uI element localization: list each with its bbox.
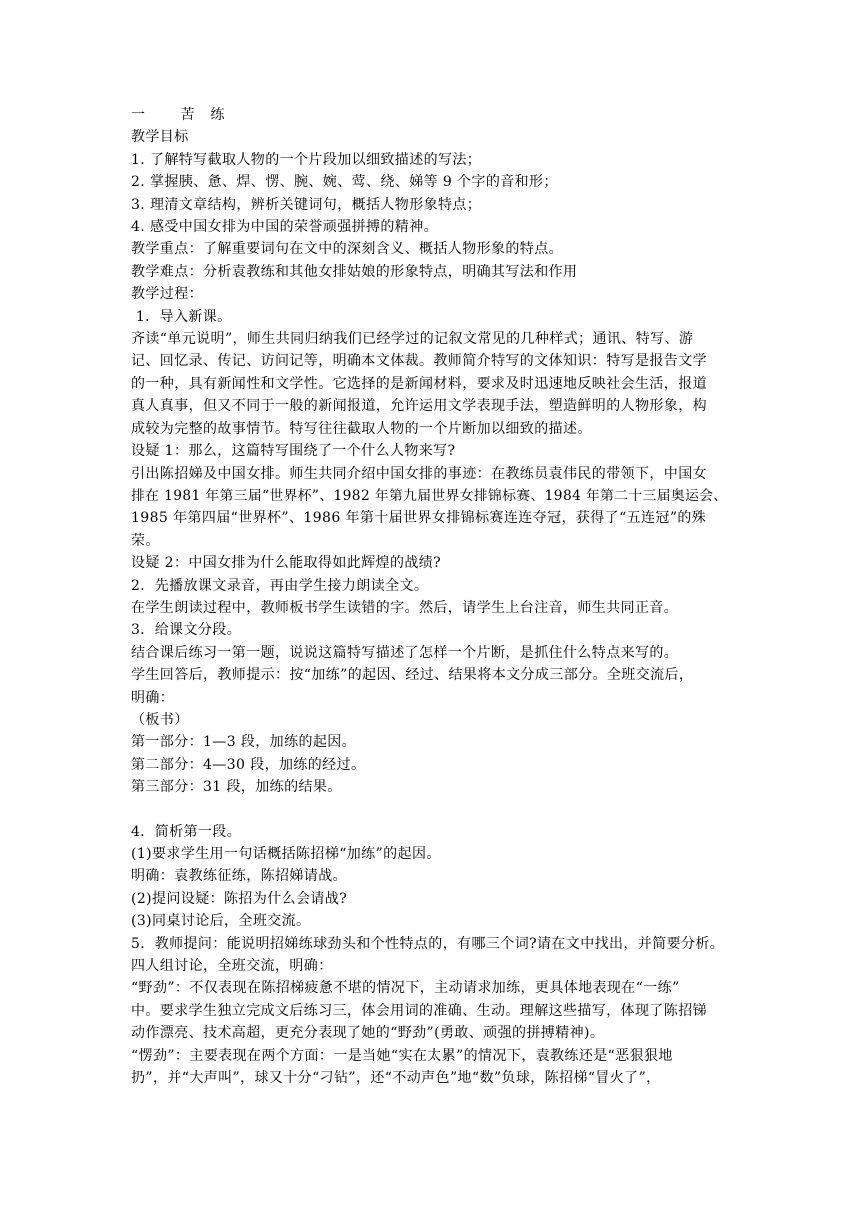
part-item: 第一部分：1—3 段，加练的起因。 — [131, 734, 357, 751]
paragraph-line: “野劲”：不仅表现在陈招梯疲惫不堪的情况下，主动请求加练，更具体地表现在“一练” — [131, 980, 680, 997]
question-line: 设疑 1：那么，这篇特写围绕了一个什么人物来写? — [131, 443, 456, 460]
paragraph-line: “愣劲”：主要表现在两个方面：一是当她“实在太累”的情况下，袁教练还是“恶狠狠地 — [131, 1047, 673, 1064]
step-heading: 3．给课文分段。 — [131, 622, 242, 639]
paragraph-line: 荣。 — [131, 532, 160, 549]
paragraph-line: 成较为完整的故事情节。特写往往截取人物的一个片断加以细致的描述。 — [131, 420, 592, 437]
goals-heading: 教学目标 — [131, 129, 189, 146]
difficulty: 教学难点：分析袁教练和其他女排姑娘的形象特点，明确其写法和作用 — [131, 263, 578, 280]
paragraph-line: 扔”，并“大声叫”，球又十分“刁钻”，还“不动声色”地“数”负球，陈招梯“冒火了”， — [131, 1070, 661, 1087]
paragraph-line: 的一种，具有新闻性和文学性。它选择的是新闻材料，要求及时迅速地反映社会生活，报道 — [131, 375, 707, 392]
paragraph-line: 学生回答后，教师提示：按“加练”的起因、经过、结果将本文分成三部分。全班交流后， — [131, 667, 694, 684]
lesson-title: 一 苦 练 — [131, 107, 226, 123]
step-heading: 4．简析第一段。 — [131, 823, 242, 840]
blank-line — [131, 799, 731, 821]
goal-item: 2. 掌握胰、惫、焊、愣、腕、婉、莺、绕、娣等 9 个字的音和形； — [131, 174, 558, 191]
step-heading: 1．导入新课。 — [131, 308, 232, 325]
goal-item: 1. 了解特写截取人物的一个片段加以细致描述的写法； — [131, 151, 482, 168]
paragraph-line: 真人真事，但又不同于一般的新闻报道，允许运用文学表现手法，塑造鲜明的人物形象，构 — [131, 398, 707, 415]
question-line: 设疑 2：中国女排为什么能取得如此辉煌的战绩? — [131, 555, 442, 572]
step-item: (3)同桌讨论后，全班交流。 — [131, 913, 311, 930]
paragraph-line: 引出陈招娣及中国女排。师生共同介绍中国女排的事迹：在教练员袁伟民的带领下，中国女 — [131, 465, 707, 482]
paragraph-line: 在学生朗读过程中，教师板书学生读错的字。然后，请学生上台注音，师生共同正音。 — [131, 599, 679, 616]
step-heading: 2．先播放课文录音，再由学生接力朗读全文。 — [131, 577, 429, 594]
lesson-plan-text — [131, 104, 731, 1089]
paragraph-line: 1985 年第四届“世界杯”、1986 年第十届世界女排锦标赛连连夺冠，获得了“五连冠”的殊 — [131, 510, 707, 527]
paragraph-line: 动作漂亮、技术高超，更充分表现了她的“野劲”(勇敢、顽强的拼搏精神)。 — [131, 1025, 605, 1042]
step-heading: 5．教师提问：能说明招娣练球劲头和个性特点的，有哪三个词?请在文中找出，并简要分析。 — [131, 935, 725, 952]
process-heading: 教学过程： — [131, 286, 203, 303]
board-label: （板书） — [131, 711, 189, 728]
paragraph-line: 记、回忆录、传记、访问记等，明确本文体裁。教师简介特写的文体知识：特写是报告文学 — [131, 353, 707, 370]
paragraph-line: 齐读“单元说明”，师生共同归纳我们已经学过的记叙文常见的几种样式；通讯、特写、游 — [131, 331, 694, 348]
paragraph-line: 中。要求学生独立完成文后练习三，体会用词的准确、生动。理解这些描写，体现了陈招锑 — [131, 1002, 707, 1019]
part-item: 第三部分：31 段，加练的结果。 — [131, 779, 342, 796]
step-item: 明确：袁教练征练，陈招娣请战。 — [131, 868, 347, 885]
key-point: 教学重点：了解重要词句在文中的深刻含义、概括人物形象的特点。 — [131, 241, 563, 258]
step-item: (1)要求学生用一句话概括陈招梯“加练”的起因。 — [131, 846, 441, 862]
goal-item: 4. 感受中国女排为中国的荣誉顽强拼搏的精神。 — [131, 219, 439, 236]
paragraph-line: 明确： — [131, 689, 175, 706]
part-item: 第二部分：4—30 段，加练的经过。 — [131, 756, 366, 773]
paragraph-line: 四人组讨论，全班交流，明确： — [131, 958, 333, 975]
step-item: (2)提问设疑：陈招为什么会请战? — [131, 890, 348, 907]
paragraph-line: 结合课后练习一第一题，说说这篇特写描述了怎样一个片断，是抓住什么特点来写的。 — [131, 644, 679, 661]
goal-item: 3. 理清文章结构，辨析关键词句，概括人物形象特点； — [131, 196, 482, 213]
paragraph-line: 排在 1981 年第三届“世界杯”、1982 年第九届世界女排锦标赛、1984 年第二十三届奥运会、 — [131, 487, 728, 504]
